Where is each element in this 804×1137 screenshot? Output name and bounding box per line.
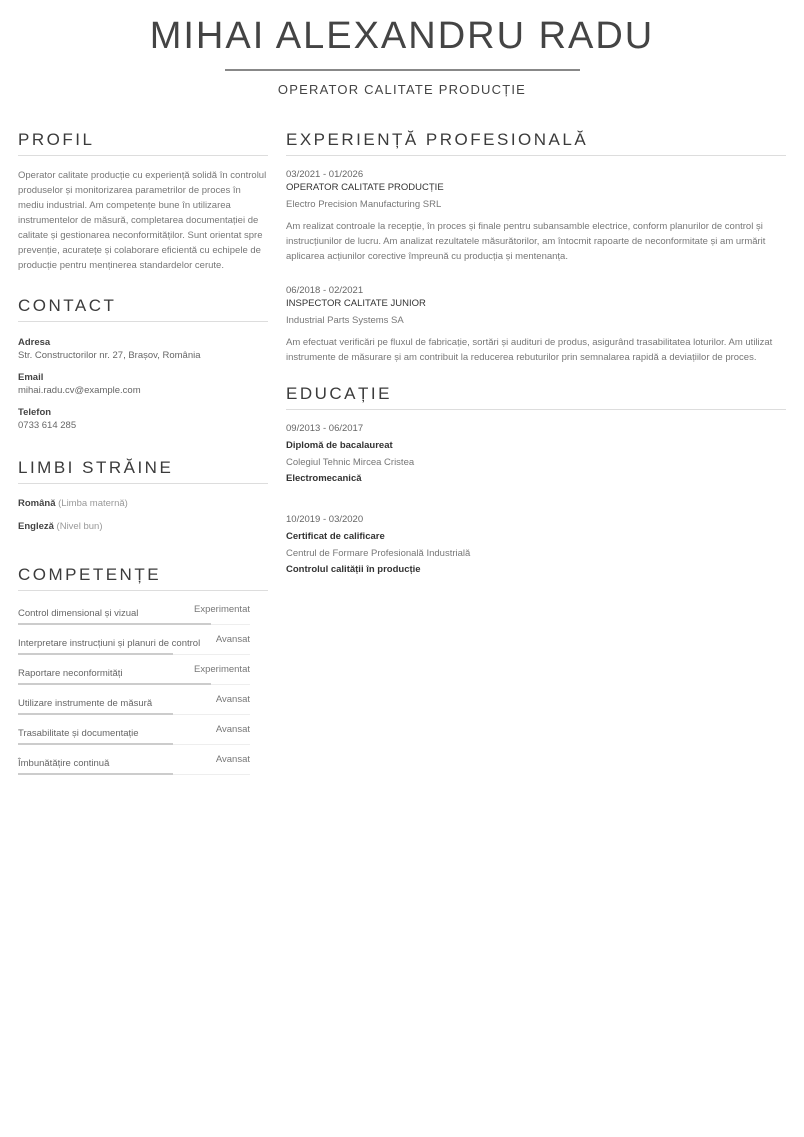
skill-level-track: [18, 774, 250, 775]
skill-name: Raportare neconformități: [18, 668, 123, 679]
skills-section: [18, 565, 268, 775]
profile-text: Operator calitate producție cu experiență solidă în controlul produselor și monitorizarea parametrilor de proces în mediu industrial. Am competențe bune în utilizarea instrumentelor de măsură, completarea documentației de calitate și gestionarea neconformităților. Sunt orientat spre prevenție, acuratețe și colaborare eficientă cu echipele de producție pentru menținerea standardelor cerute.: [18, 170, 267, 271]
skill-item: [18, 685, 268, 715]
entry-date: 06/2018 - 02/2021: [286, 285, 364, 296]
entry-title: OPERATOR CALITATE PRODUCȚIE: [286, 182, 444, 193]
entry-school: Centrul de Formare Profesională Industrială: [286, 548, 471, 559]
section-title-education: EDUCAȚIE: [286, 384, 786, 410]
skill-item: [18, 595, 268, 625]
skill-name: Control dimensional și vizual: [18, 608, 139, 619]
skill-item: [18, 715, 268, 745]
experience-entry: [286, 168, 786, 264]
education-entry: [286, 513, 786, 576]
entry-organization: Electro Precision Manufacturing SRL: [286, 199, 442, 210]
left-column: [18, 130, 268, 775]
entry-description: Am realizat controale la recepție, în proces și finale pentru subansamble electrice, conform planurilor de control și instrucțiunilor de lucru. Am analizat rezultatele măsurătorilor, am întocmit rapoarte de neconformitate și am urmărit aplicarea acțiunilor corective împreună cu producția și mentenanța.: [286, 221, 766, 262]
contact-label: Telefon: [18, 407, 52, 418]
skill-level: Avansat: [215, 634, 250, 645]
profile-section: [18, 130, 268, 273]
contact-value: mihai.radu.cv@example.com: [18, 385, 141, 396]
entry-date: 09/2013 - 06/2017: [286, 423, 364, 434]
contact-label: Adresa: [18, 337, 51, 348]
contact-label: Email: [18, 372, 44, 383]
skill-name: Utilizare instrumente de măsură: [18, 698, 153, 709]
entry-organization: Industrial Parts Systems SA: [286, 315, 404, 326]
entry-description: Am efectuat verificări pe fluxul de fabricație, sortări și audituri de produs, asigurând trasabilitatea loturilor. Am utilizat instrumente de măsurare și am contribuit la reducerea rebuturilor prin semnalarea rapidă a deviațiilor de proces.: [286, 337, 773, 363]
contact-phone: [18, 407, 268, 432]
language-item: [18, 498, 268, 509]
skill-name: Trasabilitate și documentație: [18, 728, 139, 739]
language-name: Română: [18, 498, 56, 509]
skill-name: Interpretare instrucțiuni și planuri de control: [18, 638, 201, 649]
section-title-skills: COMPETENȚE: [18, 565, 268, 591]
entry-school: Colegiul Tehnic Mircea Cristea: [286, 457, 415, 468]
skill-item: [18, 655, 268, 685]
language-level: (Limba maternă): [58, 498, 128, 509]
entry-specialization: Controlul calității în producție: [286, 564, 421, 575]
experience-section: [286, 130, 786, 365]
candidate-name: MIHAI ALEXANDRU RADU: [149, 15, 655, 57]
skill-level: Avansat: [215, 754, 250, 765]
languages-section: [18, 458, 268, 532]
contact-address: [18, 337, 268, 362]
language-name: Engleză: [18, 521, 54, 532]
skill-level: Experimentat: [194, 604, 250, 615]
skill-name: Îmbunătățire continuă: [18, 758, 110, 769]
skill-item: [18, 625, 268, 655]
entry-degree: Diplomă de bacalaureat: [286, 440, 393, 451]
section-title-profile: PROFIL: [18, 130, 268, 156]
resume-header: [0, 0, 804, 97]
entry-date: 10/2019 - 03/2020: [286, 514, 364, 525]
section-title-experience: EXPERIENȚĂ PROFESIONALĂ: [286, 130, 786, 156]
header-divider: [225, 69, 580, 71]
right-column: [286, 130, 786, 576]
entry-degree: Certificat de calificare: [286, 531, 385, 542]
entry-specialization: Electromecanică: [286, 473, 362, 484]
contact-value: Str. Constructorilor nr. 27, Brașov, România: [18, 350, 201, 361]
skill-item: [18, 745, 268, 775]
language-level: (Nivel bun): [56, 521, 103, 532]
contact-email: [18, 372, 268, 397]
entry-date: 03/2021 - 01/2026: [286, 169, 364, 180]
skill-level: Avansat: [215, 694, 250, 705]
education-section: [286, 384, 786, 576]
skill-level-bar: [18, 773, 173, 775]
section-title-languages: LIMBI STRĂINE: [18, 458, 268, 484]
skill-level: Experimentat: [194, 664, 250, 675]
entry-title: INSPECTOR CALITATE JUNIOR: [286, 298, 426, 309]
experience-entry: [286, 284, 786, 365]
contact-value: 0733 614 285: [18, 420, 77, 431]
section-title-contact: CONTACT: [18, 296, 268, 322]
education-entry: [286, 422, 786, 485]
contact-section: [18, 296, 268, 432]
job-title: OPERATOR CALITATE PRODUCȚIE: [277, 82, 527, 97]
skill-level: Avansat: [215, 724, 250, 735]
skills-list: [18, 591, 268, 775]
language-item: [18, 521, 268, 532]
